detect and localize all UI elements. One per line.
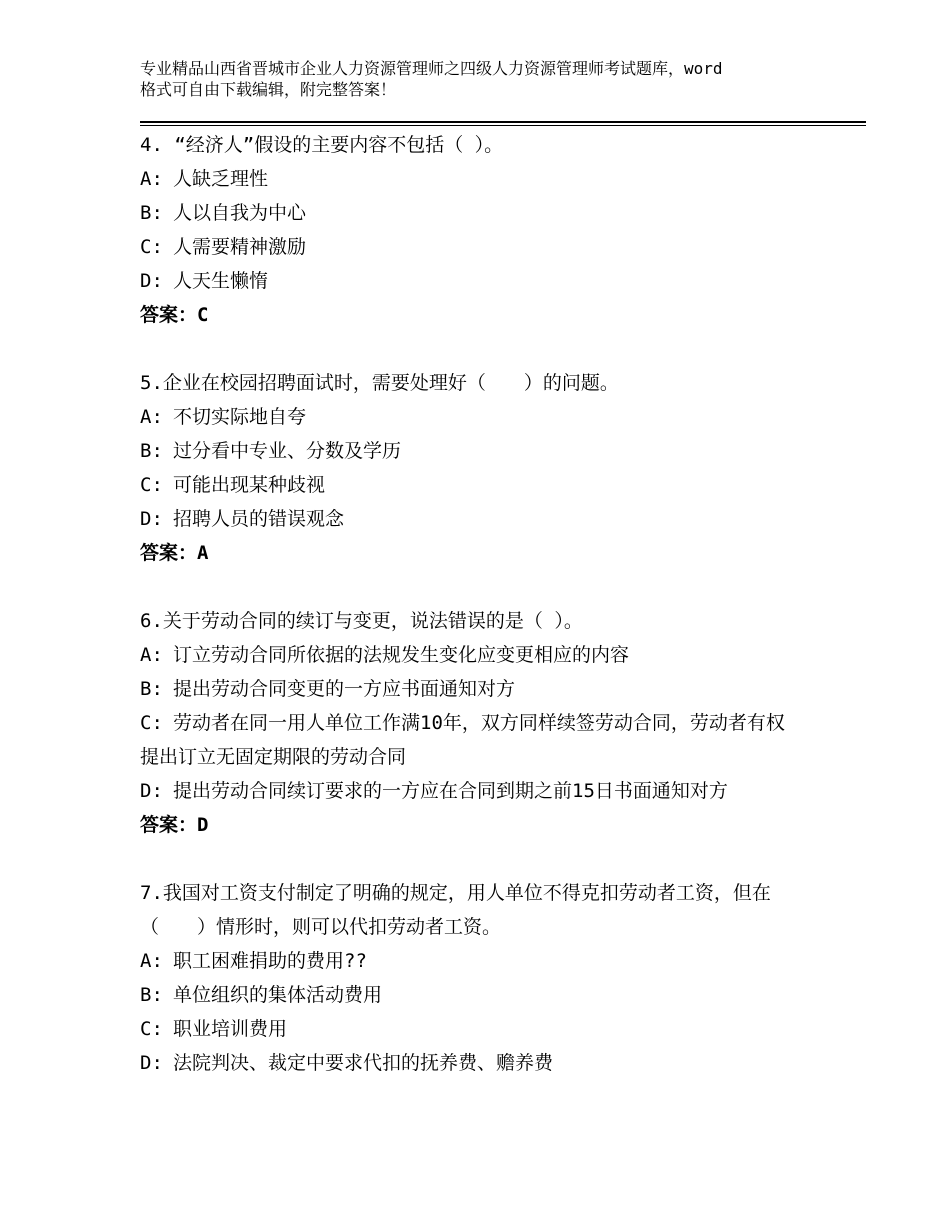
option-c (140, 230, 800, 264)
option-label: B: (140, 984, 163, 1006)
option-label: C: (140, 1018, 163, 1040)
question-4 (140, 128, 800, 332)
option-label: A: (140, 406, 163, 428)
option-c (140, 706, 800, 774)
option-a (140, 162, 800, 196)
option-d (140, 264, 800, 298)
option-label: A: (140, 644, 163, 666)
answer-line: 答案：A (140, 542, 209, 564)
option-text: 人以自我为中心 (173, 202, 307, 224)
option-a (140, 638, 800, 672)
option-a (140, 400, 800, 434)
header-rule-thin (140, 125, 866, 126)
question-text: 6.关于劳动合同的续订与变更，说法错误的是（ ）。 (140, 610, 583, 632)
option-text: 不切实际地自夸 (173, 406, 307, 428)
option-label: B: (140, 678, 163, 700)
option-label: C: (140, 474, 163, 496)
option-text: 人缺乏理性 (173, 168, 269, 190)
option-label: D: (140, 780, 163, 802)
option-c (140, 468, 800, 502)
option-label: C: (140, 712, 163, 734)
option-text: 提出劳动合同变更的一方应书面通知对方 (173, 678, 516, 700)
option-label: C: (140, 236, 163, 258)
option-text: 法院判决、裁定中要求代扣的抚养费、赡养费 (173, 1052, 554, 1074)
option-label: D: (140, 270, 163, 292)
question-text: 7.我国对工资支付制定了明确的规定，用人单位不得克扣劳动者工资，但在（ ）情形时，则可以代扣劳动者工资。 (140, 882, 771, 938)
spacer (140, 842, 800, 876)
question-text: 5.企业在校园招聘面试时，需要处理好（ ）的问题。 (140, 372, 619, 394)
option-c (140, 1012, 800, 1046)
option-text: 劳动者在同一用人单位工作满10年，双方同样续签劳动合同，劳动者有权提出订立无固定期限的劳动合同 (140, 712, 785, 768)
question-text: 4. “经济人”假设的主要内容不包括（ ）。 (140, 134, 504, 156)
option-b (140, 434, 800, 468)
option-text: 可能出现某种歧视 (173, 474, 326, 496)
option-d (140, 1046, 800, 1080)
option-b (140, 672, 800, 706)
option-text: 人天生懒惰 (173, 270, 269, 292)
option-label: A: (140, 168, 163, 190)
option-text: 招聘人员的错误观念 (173, 508, 345, 530)
option-d (140, 502, 800, 536)
answer-line: 答案：C (140, 304, 209, 326)
question-6 (140, 604, 800, 842)
header-line-2: 格式可自由下载编辑，附完整答案！ (140, 80, 397, 99)
spacer (140, 332, 800, 366)
spacer (140, 570, 800, 604)
option-d (140, 774, 800, 808)
option-label: B: (140, 202, 163, 224)
question-list (140, 128, 800, 1080)
question-7 (140, 876, 800, 1080)
option-text: 提出劳动合同续订要求的一方应在合同到期之前15日书面通知对方 (173, 780, 728, 802)
option-text: 人需要精神激励 (173, 236, 307, 258)
header-rule-thick (140, 121, 866, 123)
option-text: 职工困难捐助的费用?? (173, 950, 367, 972)
option-text: 过分看中专业、分数及学历 (173, 440, 402, 462)
answer-line: 答案：D (140, 814, 209, 836)
option-label: D: (140, 1052, 163, 1074)
option-b (140, 196, 800, 230)
option-label: D: (140, 508, 163, 530)
option-text: 单位组织的集体活动费用 (173, 984, 383, 1006)
header-line-1: 专业精品山西省晋城市企业人力资源管理师之四级人力资源管理师考试题库，word (140, 59, 723, 78)
option-text: 订立劳动合同所依据的法规发生变化应变更相应的内容 (173, 644, 630, 666)
question-5 (140, 366, 800, 570)
option-b (140, 978, 800, 1012)
option-label: B: (140, 440, 163, 462)
option-text: 职业培训费用 (173, 1018, 288, 1040)
option-a (140, 944, 800, 978)
document-header (140, 58, 830, 100)
option-label: A: (140, 950, 163, 972)
